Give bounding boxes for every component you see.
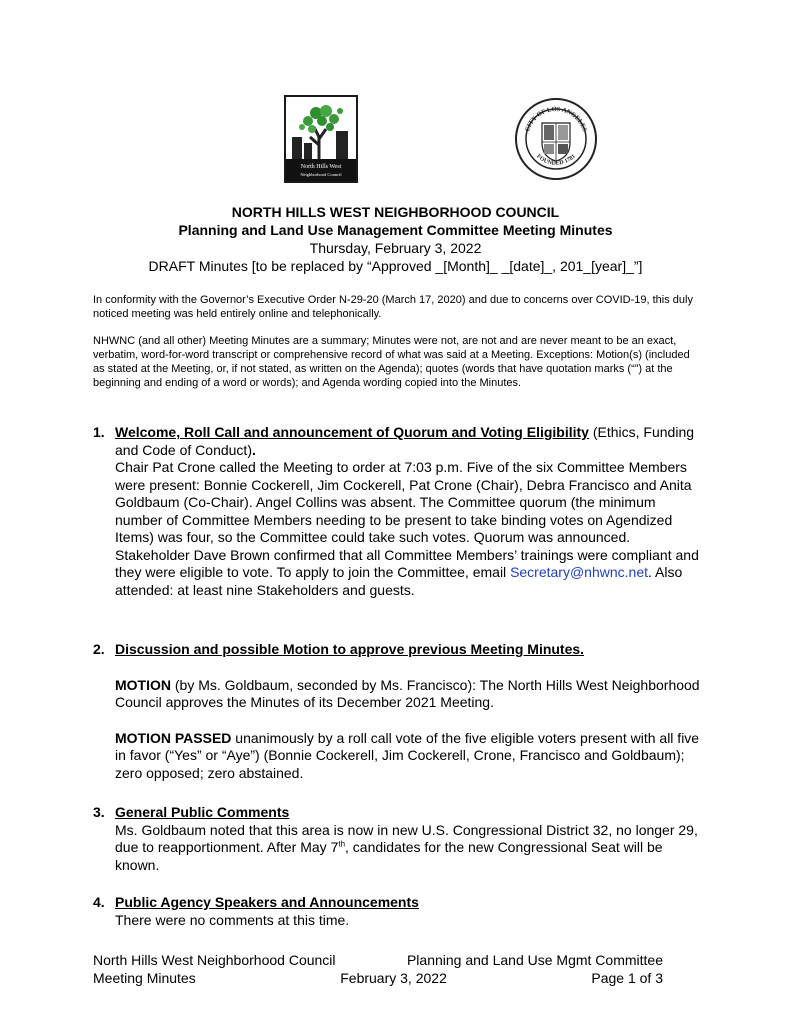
item-title: Welcome, Roll Call and announcement of Quorum and Voting Eligibility	[115, 424, 589, 440]
footer-committee: Planning and Land Use Mgmt Committee	[406, 952, 663, 968]
agenda-item-3	[93, 804, 703, 874]
tree-icon	[286, 97, 356, 181]
meeting-date: Thursday, February 3, 2022	[309, 240, 482, 256]
motion-text: (by Ms. Goldbaum, seconded by Ms. Francisco): The North Hills West Neighborhood Council approves the Minutes of its December 2021 Meeting.	[115, 676, 700, 710]
agenda-item-2	[93, 641, 703, 782]
covid-notice: In conformity with the Governor’s Executive Order N-29-20 (March 17, 2020) and due to concerns over COVID-19, this duly noticed meeting was held entirely online and telephonically.	[93, 294, 693, 320]
item-number: 3.	[93, 804, 105, 820]
item-text: Ms. Goldbaum noted that this area is now in new U.S. Congressional District 32, no longer 29, due to reapportionment. After May 7	[115, 821, 698, 855]
agenda-item-1	[93, 424, 703, 599]
svg-text:CITY OF LOS ANGELES: CITY OF LOS ANGELES	[524, 105, 588, 133]
motion-passed-label: MOTION PASSED	[115, 729, 232, 746]
item-number: 2.	[93, 641, 105, 657]
item-title: Public Agency Speakers and Announcements	[115, 894, 419, 910]
item-text: Chair Pat Crone called the Meeting to order at 7:03 p.m. Five of the six Committee Members were present: Bonnie Cockerell, Jim Cockerell, Pat Crone (Chair), Debra Francisco and Anita Goldbaum (Co-Chair). Angel Collins was absent. The Committee quorum (the minimum number of Committee Members needing to be present to take binding votes on Agendized Items) was four, so the Committee could take such votes. Quorum was announced. Stakeholder Dave Brown confirmed that all Committee Members’ trainings were compliant and they were eligible to vote. To apply to join the Committee, email	[115, 459, 699, 580]
agenda-item-4	[93, 894, 703, 929]
footer-page-number: Page 1 of 3	[591, 970, 663, 986]
secretary-email-link[interactable]: Secretary@nhwnc.net	[510, 564, 649, 580]
item-number: 4.	[93, 894, 105, 910]
svg-text:FOUNDED 1781: FOUNDED 1781	[535, 153, 577, 167]
nhwnc-logo	[284, 95, 358, 183]
footer-date: February 3, 2022	[340, 970, 447, 986]
svg-text:Neighborhood Council: Neighborhood Council	[300, 172, 342, 177]
motion-paragraph	[115, 677, 703, 712]
motion-label: MOTION	[115, 676, 171, 693]
motion-passed-text: unanimously by a roll call vote of the five eligible voters present with all five in favor (“Yes” or “Aye”) (Bonnie Cockerell, Jim Cockerell, Crone, Francisco and Goldbaum); zero opposed; zero abstained.	[115, 729, 700, 781]
item-title: General Public Comments	[115, 804, 290, 820]
draft-notice: DRAFT Minutes [to be replaced by “Approved _[Month]_ _[date]_, 201_[year]_”]	[148, 258, 643, 274]
committee-title: Planning and Land Use Management Committee Meeting Minutes	[178, 222, 613, 238]
item-title-end: .	[251, 441, 256, 458]
minutes-disclaimer: NHWNC (and all other) Meeting Minutes are a summary; Minutes were not, are not and are never meant to be an exact, verbatim, word-for-word transcript or comprehensive record of what was said at a Meeting. Exceptions: Motion(s) (included as stated at the Meeting, or, if not stated, as written on the Agenda); quotes (words that have quotation marks (“”) at the beginning and ending of a word or words); and Agenda wording copied into the Minutes.	[93, 335, 690, 389]
page-footer	[93, 951, 663, 987]
org-title: NORTH HILLS WEST NEIGHBORHOOD COUNCIL	[231, 204, 560, 220]
item-title-suffix: (Ethics, Funding and Code of Conduct)	[115, 424, 695, 458]
city-seal-logo	[514, 97, 598, 181]
item-text-sup: th	[338, 839, 346, 849]
item-number: 1.	[93, 424, 105, 440]
footer-org: North Hills West Neighborhood Council	[93, 952, 336, 968]
svg-text:North Hills West: North Hills West	[300, 164, 342, 170]
motion-result-paragraph	[115, 730, 703, 783]
item-text: There were no comments at this time.	[115, 911, 350, 928]
seal-icon	[514, 97, 598, 181]
item-title: Discussion and possible Motion to approve previous Meeting Minutes.	[115, 641, 585, 657]
footer-doc-type: Meeting Minutes	[93, 970, 196, 986]
item-text-end: . Also attended: at least nine Stakeholders and guests.	[115, 564, 683, 598]
item-text-end: , candidates for the new Congressional Seat will be known.	[115, 839, 663, 873]
